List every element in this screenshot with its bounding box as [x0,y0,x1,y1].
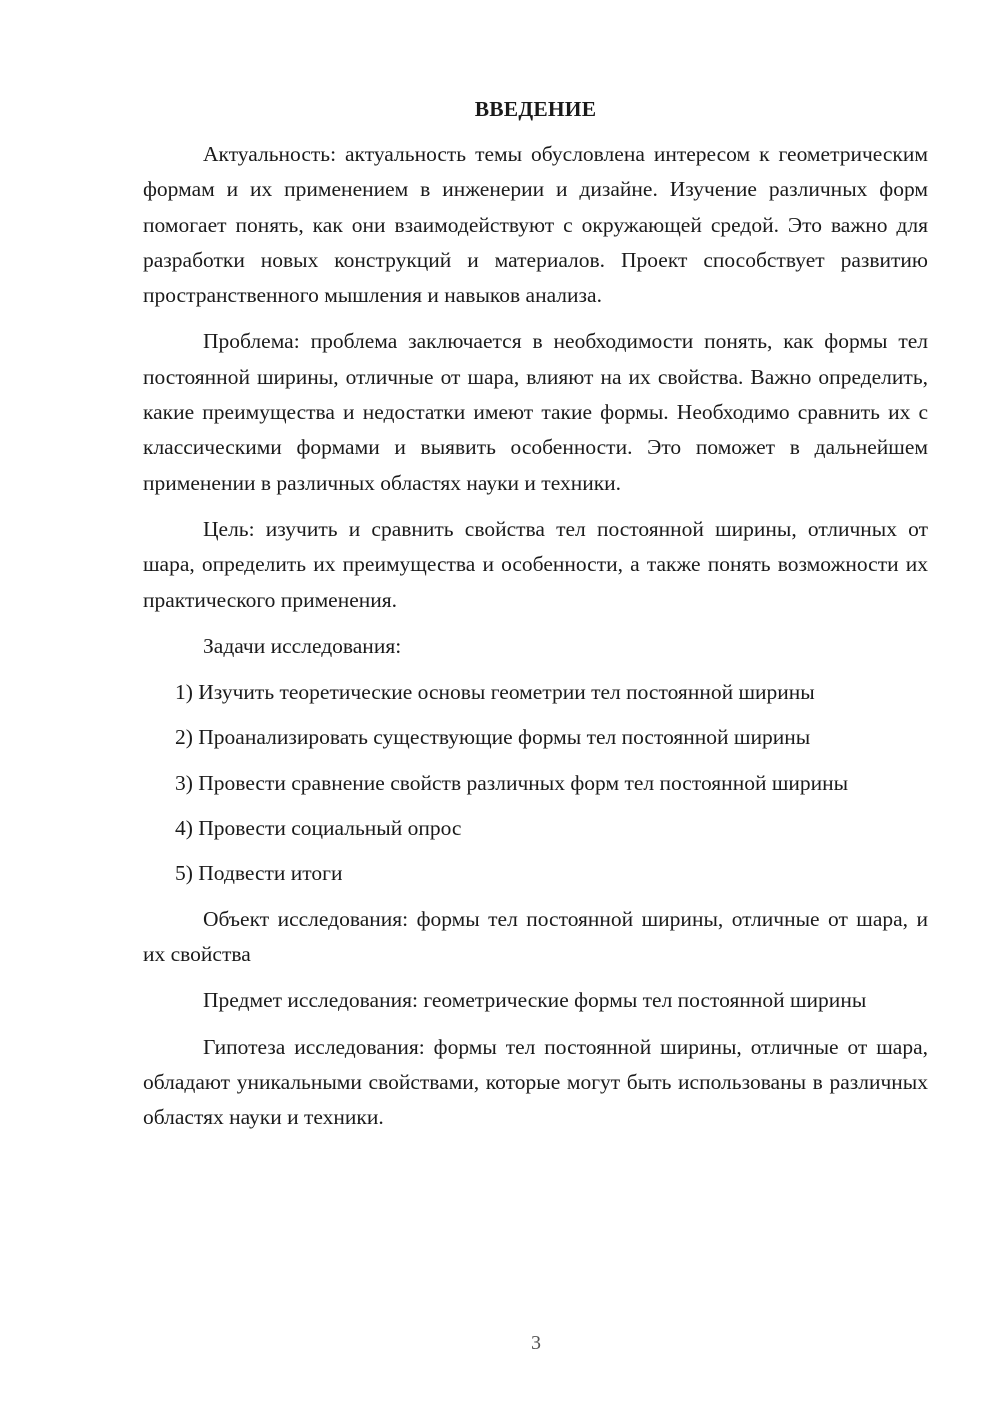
page-number: 3 [531,1332,541,1354]
section-heading: ВВЕДЕНИЕ [474,97,597,121]
task-item-2: 2) Проанализировать существующие формы тел постоянной ширины [175,725,811,750]
paragraph-object: Объект исследования: формы тел постоянной ширины, отличные от шара, и их свойства [143,906,928,966]
task-item-5: 5) Подвести итоги [175,861,343,886]
page-content [143,92,928,1146]
paragraph-goal: Цель: изучить и сравнить свойства тел постоянной ширины, отличных от шара, определить их преимущества и особенности, а также понять возможности их практического применения. [143,516,928,612]
paragraph-hypothesis: Гипотеза исследования: формы тел постоянной ширины, отличные от шара, обладают уникальными свойствами, которые могут быть использованы в различных областях науки и техники. [143,1034,928,1130]
paragraph-tasks-title: Задачи исследования: [203,633,402,658]
task-item-1: 1) Изучить теоретические основы геометрии тел постоянной ширины [175,680,815,705]
paragraph-subject: Предмет исследования: геометрические формы тел постоянной ширины [203,988,867,1013]
task-item-3: 3) Провести сравнение свойств различных форм тел постоянной ширины [175,770,849,795]
paragraph-relevance: Актуальность: актуальность темы обусловлена интересом к геометрическим формам и их применением в инженерии и дизайне. Изучение различных форм помогает понять, как они взаимодействуют с окружающей средой. Это важно для разработки новых конструкций и материалов. Проект способствует развитию пространственного мышления и навыков анализа. [143,142,928,308]
paragraph-problem: Проблема: проблема заключается в необходимости понять, как формы тел постоянной ширины, отличные от шара, влияют на их свойства. Важно определить, какие преимущества и недостатки имеют такие формы. Необходимо сравнить их с классическими формами и выявить особенности. Это поможет в дальнейшем применении в различных областях науки и техники. [143,329,928,495]
task-item-4: 4) Провести социальный опрос [175,816,462,841]
